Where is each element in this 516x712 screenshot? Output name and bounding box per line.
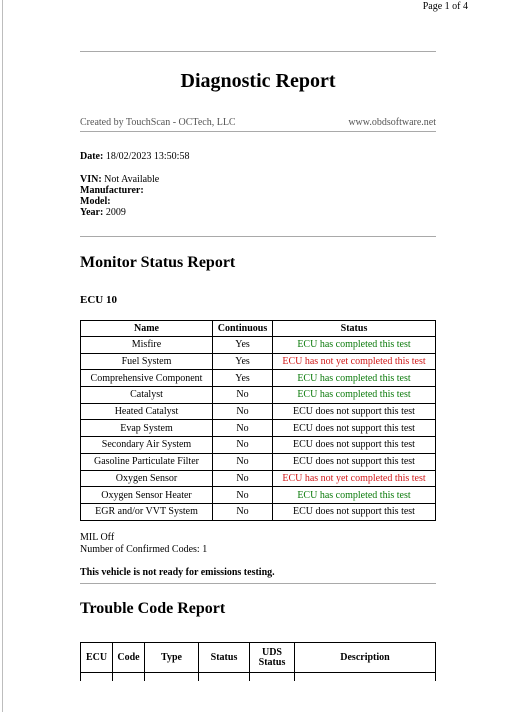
monitor-status: ECU has completed this test	[273, 337, 436, 354]
model-line	[80, 196, 159, 207]
emissions-readiness-note: This vehicle is not ready for emissions testing.	[80, 567, 275, 578]
manufacturer-line	[80, 185, 159, 196]
website-link: www.obdsoftware.net	[348, 117, 436, 128]
column-header-name: Name	[81, 321, 213, 337]
table-row	[81, 453, 436, 470]
table-row	[81, 370, 436, 387]
table-row	[81, 437, 436, 454]
page-number: Page 1 of 4	[422, 1, 468, 12]
model-label: Model:	[80, 196, 111, 207]
monitor-continuous: No	[213, 387, 273, 404]
vin-line	[80, 174, 159, 185]
cell	[199, 673, 250, 682]
monitor-name: Evap System	[81, 420, 213, 437]
monitor-continuous: No	[213, 487, 273, 504]
header-rule	[80, 51, 436, 52]
monitor-header-row	[81, 321, 436, 337]
monitor-status: ECU has completed this test	[273, 370, 436, 387]
monitor-continuous: Yes	[213, 337, 273, 354]
monitor-name: Heated Catalyst	[81, 403, 213, 420]
monitor-name: Fuel System	[81, 353, 213, 370]
monitor-status: ECU does not support this test	[273, 437, 436, 454]
monitor-continuous: No	[213, 503, 273, 520]
report-title: Diagnostic Report	[180, 70, 336, 92]
cell	[145, 673, 199, 682]
monitor-status: ECU does not support this test	[273, 420, 436, 437]
year-value: 2009	[105, 207, 126, 218]
vehicle-info	[80, 174, 159, 218]
table-row	[81, 387, 436, 404]
monitor-continuous: Yes	[213, 370, 273, 387]
monitor-status-table	[80, 320, 436, 521]
column-header-ecu: ECU	[81, 643, 113, 673]
monitor-name: EGR and/or VVT System	[81, 503, 213, 520]
monitor-continuous: No	[213, 437, 273, 454]
trouble-header-row	[81, 643, 436, 673]
monitor-continuous: Yes	[213, 353, 273, 370]
table-row	[81, 337, 436, 354]
cell	[250, 673, 295, 682]
cell	[113, 673, 145, 682]
monitor-name: Secondary Air System	[81, 437, 213, 454]
trouble-section-title: Trouble Code Report	[80, 600, 226, 617]
monitor-continuous: No	[213, 420, 273, 437]
table-row	[81, 470, 436, 487]
page-edge	[2, 0, 3, 712]
monitor-status: ECU has not yet completed this test	[273, 470, 436, 487]
column-header-continuous: Continuous	[213, 321, 273, 337]
cell	[295, 673, 436, 682]
vin-value: Not Available	[104, 174, 160, 185]
table-row	[81, 420, 436, 437]
monitor-status: ECU does not support this test	[273, 453, 436, 470]
monitor-name: Comprehensive Component	[81, 370, 213, 387]
column-header-status: Status	[273, 321, 436, 337]
year-label: Year:	[80, 207, 104, 218]
monitor-name: Catalyst	[81, 387, 213, 404]
section-rule	[80, 236, 436, 237]
column-header-type: Type	[145, 643, 199, 673]
vin-label: VIN:	[80, 174, 102, 185]
cell	[81, 673, 113, 682]
monitor-status: ECU does not support this test	[273, 403, 436, 420]
table-row	[81, 487, 436, 504]
monitor-section-title: Monitor Status Report	[80, 254, 236, 271]
monitor-continuous: No	[213, 403, 273, 420]
monitor-name: Oxygen Sensor	[81, 470, 213, 487]
monitor-continuous: No	[213, 470, 273, 487]
section-rule-2	[80, 583, 436, 584]
monitor-status: ECU has not yet completed this test	[273, 353, 436, 370]
monitor-name: Oxygen Sensor Heater	[81, 487, 213, 504]
confirmed-codes-count: Number of Confirmed Codes: 1	[80, 544, 208, 555]
monitor-continuous: No	[213, 453, 273, 470]
mil-info	[80, 532, 207, 556]
column-header-uds-status: UDS Status	[250, 643, 295, 673]
table-row	[81, 353, 436, 370]
monitor-name: Gasoline Particulate Filter	[81, 453, 213, 470]
column-header-status: Status	[199, 643, 250, 673]
date-value: 18/02/2023 13:50:58	[105, 151, 190, 162]
monitor-status: ECU has completed this test	[273, 387, 436, 404]
table-row	[81, 673, 436, 682]
mil-status: MIL Off	[80, 532, 115, 543]
monitor-status: ECU does not support this test	[273, 503, 436, 520]
table-row	[81, 503, 436, 520]
monitor-status: ECU has completed this test	[273, 487, 436, 504]
monitor-table-body	[81, 337, 436, 521]
year-line	[80, 207, 159, 218]
table-row	[81, 403, 436, 420]
trouble-code-table	[80, 642, 436, 681]
manufacturer-label: Manufacturer:	[80, 185, 144, 196]
column-header-description: Description	[295, 643, 436, 673]
header-bottom-rule	[80, 131, 436, 132]
column-header-code: Code	[113, 643, 145, 673]
report-date	[80, 151, 189, 162]
monitor-name: Misfire	[81, 337, 213, 354]
created-by: Created by TouchScan - OCTech, LLC	[80, 117, 236, 128]
date-label: Date:	[80, 151, 104, 162]
ecu-label: ECU 10	[80, 294, 117, 306]
